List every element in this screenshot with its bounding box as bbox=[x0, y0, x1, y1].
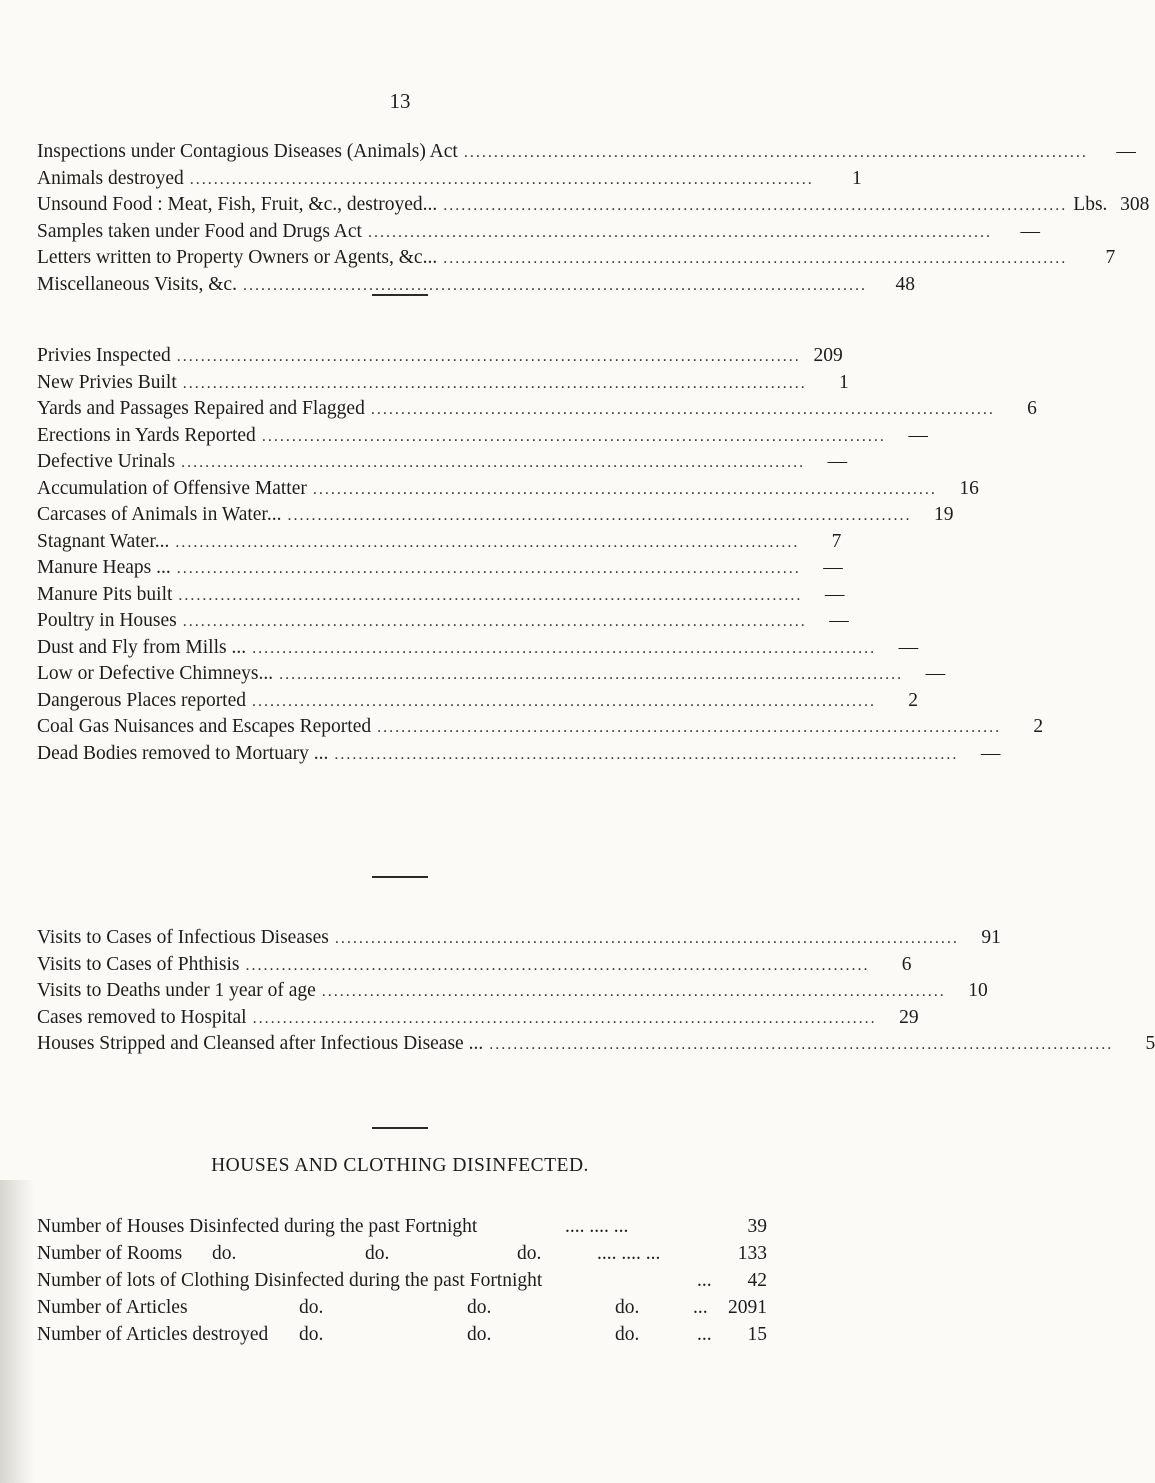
dot-leader: ........................................................................................................ bbox=[252, 1009, 877, 1027]
item-label: Visits to Deaths under 1 year of age bbox=[37, 980, 316, 1001]
list-item bbox=[37, 476, 979, 503]
list-item bbox=[37, 635, 919, 662]
dot-leader: ........................................................................................................ bbox=[334, 745, 959, 763]
item-label: Yards and Passages Repaired and Flagged bbox=[37, 398, 365, 419]
list-item bbox=[37, 582, 845, 609]
item-value: — bbox=[898, 636, 919, 658]
disinfection-section bbox=[37, 1213, 767, 1348]
dot-leader: ........................................................................................................ bbox=[443, 197, 1068, 214]
item-label: Number of lots of Clothing Disinfected during the past Fortnight bbox=[37, 1270, 543, 1291]
inspections-section bbox=[37, 139, 1150, 298]
dot-leader: ........................................................................................................ bbox=[176, 348, 801, 365]
item-value: 15 bbox=[747, 1324, 767, 1345]
dot-leader: ........................................................................................................ bbox=[245, 956, 870, 974]
dot-leader: ........................................................................................................ bbox=[312, 480, 937, 498]
dot-leader: ........................................................................................................ bbox=[287, 507, 912, 524]
item-value: 5 bbox=[1145, 1033, 1155, 1054]
ditto-mark: do. bbox=[299, 1324, 324, 1345]
item-value: — bbox=[823, 557, 843, 578]
list-item bbox=[37, 1240, 767, 1267]
list-item bbox=[37, 1321, 767, 1348]
section-divider bbox=[372, 1127, 428, 1129]
item-value: 1 bbox=[839, 371, 849, 393]
list-item bbox=[37, 952, 912, 979]
ditto-mark: do. bbox=[615, 1324, 640, 1345]
item-label: Dust and Fly from Mills ... bbox=[37, 636, 247, 658]
dot-leader: ........................................................................................................ bbox=[321, 983, 946, 1000]
item-label: Visits to Cases of Infectious Diseases bbox=[37, 927, 329, 948]
privies-section bbox=[37, 343, 1044, 767]
item-value: — bbox=[925, 663, 946, 684]
dot-leader: ........................................................................................................ bbox=[334, 930, 959, 947]
dot-leader: ........................................................................................................ bbox=[463, 144, 1088, 161]
item-label: Visits to Cases of Phthisis bbox=[37, 953, 240, 975]
dot-leader: ........................................................................................................ bbox=[279, 666, 904, 683]
item-label: Houses Stripped and Cleansed after Infectious Disease ... bbox=[37, 1033, 484, 1054]
item-value: 2 bbox=[1033, 716, 1044, 737]
list-item bbox=[37, 741, 1001, 768]
item-value: 10 bbox=[968, 980, 988, 1001]
item-label: Number of Rooms bbox=[37, 1243, 183, 1264]
item-label: Accumulation of Offensive Matter bbox=[37, 477, 307, 499]
item-value: 16 bbox=[959, 477, 979, 499]
item-label: Unsound Food : Meat, Fish, Fruit, &c., destroyed... bbox=[37, 194, 438, 215]
disinfection-heading: HOUSES AND CLOTHING DISINFECTED. bbox=[211, 1155, 589, 1176]
dot-leader: ... bbox=[697, 1270, 712, 1291]
list-item bbox=[37, 139, 1136, 166]
scan-edge-shadow bbox=[0, 1180, 34, 1483]
list-item bbox=[37, 192, 1150, 219]
item-label: Miscellaneous Visits, &c. bbox=[37, 273, 237, 295]
item-value: 209 bbox=[813, 345, 843, 366]
item-value: — bbox=[1116, 141, 1136, 162]
dot-leader: ........................................................................................................ bbox=[252, 692, 877, 710]
dot-leader: ........................................................................................................ bbox=[261, 427, 886, 445]
item-label: Letters written to Property Owners or Agents, &c... bbox=[37, 247, 438, 268]
item-value: 2 bbox=[908, 689, 919, 711]
list-item bbox=[37, 166, 862, 193]
item-label: Number of Houses Disinfected during the past Fortnight bbox=[37, 1216, 478, 1237]
item-value: 7 bbox=[1105, 247, 1116, 268]
list-item bbox=[37, 423, 928, 450]
item-value: — bbox=[908, 424, 928, 446]
dot-leader: ........................................................................................................ bbox=[242, 276, 867, 294]
item-value: 91 bbox=[981, 927, 1001, 948]
ditto-mark: do. bbox=[467, 1297, 492, 1318]
page-number: 13 bbox=[389, 89, 411, 113]
item-label: Privies Inspected bbox=[37, 345, 171, 366]
item-label: Dead Bodies removed to Mortuary ... bbox=[37, 742, 329, 764]
item-value: 133 bbox=[737, 1243, 767, 1264]
item-label: Cases removed to Hospital bbox=[37, 1006, 247, 1028]
item-label: Defective Urinals bbox=[37, 451, 176, 472]
ditto-mark: do. bbox=[212, 1243, 237, 1264]
ditto-mark: do. bbox=[365, 1243, 390, 1264]
section-divider bbox=[372, 876, 428, 878]
list-item bbox=[37, 502, 954, 529]
dot-leader: ........................................................................................................ bbox=[176, 560, 801, 577]
list-item bbox=[37, 661, 946, 688]
dot-leader: ... bbox=[697, 1324, 712, 1345]
list-item bbox=[37, 449, 848, 476]
list-item bbox=[37, 978, 988, 1005]
item-label: Number of Articles destroyed bbox=[37, 1324, 269, 1345]
item-label: New Privies Built bbox=[37, 371, 177, 393]
ditto-mark: do. bbox=[517, 1243, 542, 1264]
ditto-mark: do. bbox=[615, 1297, 640, 1318]
infectious-visits-section bbox=[37, 925, 1155, 1058]
list-item bbox=[37, 714, 1044, 741]
item-label: Poultry in Houses bbox=[37, 610, 177, 631]
item-label: Number of Articles bbox=[37, 1297, 188, 1318]
dot-leader: ........................................................................................................ bbox=[370, 401, 995, 418]
item-value: 39 bbox=[747, 1216, 767, 1237]
section-divider bbox=[372, 294, 428, 296]
list-item bbox=[37, 1267, 767, 1294]
item-value: 2091 bbox=[728, 1297, 767, 1318]
ditto-mark: do. bbox=[299, 1297, 324, 1318]
item-value: — bbox=[824, 583, 845, 605]
item-value: 7 bbox=[831, 530, 842, 552]
list-item bbox=[37, 1005, 919, 1032]
item-value: — bbox=[827, 451, 848, 472]
item-value: — bbox=[829, 610, 849, 631]
item-label: Inspections under Contagious Diseases (Animals) Act bbox=[37, 141, 458, 162]
dot-leader: ........................................................................................................ bbox=[175, 533, 800, 551]
dot-leader: ........................................................................................................ bbox=[489, 1036, 1114, 1053]
item-label: Stagnant Water... bbox=[37, 530, 170, 552]
item-value: 48 bbox=[895, 273, 915, 295]
item-label: Manure Pits built bbox=[37, 583, 173, 605]
item-value: 42 bbox=[747, 1270, 767, 1291]
dot-leader: ........................................................................................................ bbox=[182, 613, 807, 630]
ditto-mark: do. bbox=[467, 1324, 492, 1345]
dot-leader: .... .... ... bbox=[597, 1243, 661, 1264]
item-value: 6 bbox=[1027, 398, 1037, 419]
dot-leader: ... bbox=[693, 1297, 708, 1318]
dot-leader: .... .... ... bbox=[565, 1216, 629, 1237]
item-label: Low or Defective Chimneys... bbox=[37, 663, 274, 684]
list-item bbox=[37, 343, 843, 370]
item-value: 29 bbox=[899, 1006, 919, 1028]
item-value: — bbox=[980, 742, 1001, 764]
dot-leader: ........................................................................................................ bbox=[377, 719, 1002, 736]
dot-leader: ........................................................................................................ bbox=[178, 586, 803, 604]
dot-leader: ........................................................................................................ bbox=[189, 170, 814, 188]
dot-leader: ........................................................................................................ bbox=[443, 250, 1068, 267]
list-item bbox=[37, 396, 1037, 423]
item-value: 308 bbox=[1120, 194, 1150, 215]
dot-leader: ........................................................................................................ bbox=[252, 639, 877, 657]
list-item bbox=[37, 1294, 767, 1321]
item-label: Manure Heaps ... bbox=[37, 557, 171, 578]
list-item bbox=[37, 1213, 767, 1240]
item-value: — bbox=[1020, 220, 1040, 242]
item-value: 1 bbox=[852, 167, 862, 189]
list-item bbox=[37, 608, 849, 635]
list-item bbox=[37, 245, 1116, 272]
list-item bbox=[37, 688, 919, 715]
item-label: Samples taken under Food and Drugs Act bbox=[37, 220, 362, 242]
dot-leader: ........................................................................................................ bbox=[182, 374, 807, 392]
item-label: Dangerous Places reported bbox=[37, 689, 247, 711]
list-item bbox=[37, 370, 849, 397]
item-label: Coal Gas Nuisances and Escapes Reported bbox=[37, 716, 372, 737]
item-label: Carcases of Animals in Water... bbox=[37, 504, 282, 525]
item-value: 6 bbox=[901, 953, 912, 975]
dot-leader: ........................................................................................................ bbox=[367, 223, 992, 241]
list-item bbox=[37, 555, 843, 582]
item-label: Animals destroyed bbox=[37, 167, 184, 189]
item-value: 19 bbox=[933, 504, 954, 525]
list-item bbox=[37, 925, 1001, 952]
list-item bbox=[37, 529, 842, 556]
list-item bbox=[37, 219, 1040, 246]
item-unit: Lbs. bbox=[1073, 194, 1108, 215]
dot-leader: ........................................................................................................ bbox=[181, 454, 806, 471]
item-label: Erections in Yards Reported bbox=[37, 424, 256, 446]
list-item bbox=[37, 1031, 1155, 1058]
